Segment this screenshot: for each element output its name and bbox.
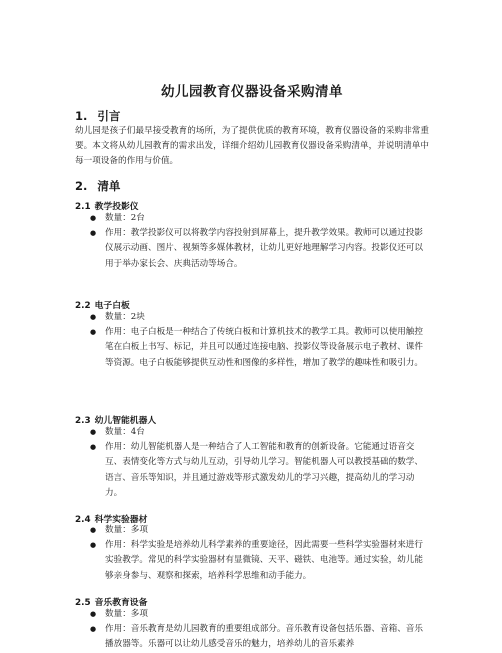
bullet-icon: ● — [90, 229, 97, 238]
item-purpose: 作用：科学实验是培养幼儿科学素养的重要途径，因此需要一些科学实验器材来进行实验教学。常见的科学实验器材有显微镜、天平、磁铁、电池等。通过实验，幼儿能够亲身参与、观察和探索，培养科学思维和动手能力。 — [105, 540, 423, 581]
bullet-icon: ● — [90, 541, 97, 550]
list-item — [75, 622, 429, 652]
bullet-icon: ● — [90, 214, 97, 222]
intro-paragraph: 幼儿园是孩子们最早接受教育的场所，为了提供优质的教育环境，教育仪器设备的采购非常重要。本文将从幼儿园教育的需求出发，详细介绍幼儿园教育仪器设备采购清单，并说明清单中每一项设备的作用与价值。 — [75, 126, 429, 167]
item-number: 2.5 — [75, 598, 91, 608]
bullet-icon: ● — [90, 443, 97, 452]
item-purpose: 作用：幼儿智能机器人是一种结合了人工智能和教育的创新设备。它能通过语音交互、表情变化等方式与幼儿互动，引导幼儿学习。智能机器人可以教授基础的数学、语言、音乐等知识，并且通过游戏等形式激发幼儿的学习兴趣，提高幼儿的学习动力。 — [105, 442, 423, 498]
item-details-robot — [75, 425, 429, 501]
list-item — [75, 310, 429, 325]
item-purpose: 作用：音乐教育是幼儿园教育的重要组成部分。音乐教育设备包括乐器、音箱、音乐播放器等。乐器可以让幼儿感受音乐的魅力，培养幼儿的音乐素养 — [105, 624, 423, 650]
item-quantity: 数量：4台 — [105, 427, 145, 437]
section-number: 2. — [75, 179, 88, 193]
bullet-icon: ● — [90, 428, 97, 436]
item-name: 教学投影仪 — [94, 202, 139, 212]
list-item — [75, 425, 429, 440]
item-purpose: 作用：电子白板是一种结合了传统白板和计算机技术的教学工具。教师可以使用触控笔在白板上书写、标记，并且可以通过连接电脑、投影仪等设备展示电子教材、课件等资源。电子白板能够提供互动性和图像的多样性，增加了教学的趣味性和吸引力。 — [105, 327, 423, 368]
section-heading-intro — [75, 108, 120, 124]
item-number: 2.3 — [75, 416, 91, 426]
bullet-icon: ● — [90, 625, 97, 634]
section-title: 清单 — [97, 179, 121, 193]
document-title: 幼儿园教育仪器设备采购清单 — [161, 84, 343, 100]
list-item — [75, 325, 429, 371]
item-number: 2.1 — [75, 202, 91, 212]
item-name: 幼儿智能机器人 — [94, 416, 157, 426]
section-title: 引言 — [97, 109, 121, 123]
list-item — [75, 226, 429, 272]
item-name: 音乐教育设备 — [94, 598, 148, 608]
section-number: 1. — [75, 109, 88, 123]
section-heading-list — [75, 178, 120, 194]
list-item — [75, 211, 429, 226]
item-purpose: 作用：教学投影仪可以将教学内容投射到屏幕上，提升教学效果。教师可以通过投影仪展示动画、图片、视频等多媒体教材，让幼儿更好地理解学习内容。投影仪还可以用于举办家长会、庆典活动等场合。 — [105, 228, 423, 269]
item-details-projector — [75, 211, 429, 272]
item-quantity: 数量：2块 — [105, 312, 145, 322]
item-quantity: 数量：多项 — [105, 525, 148, 535]
item-number: 2.4 — [75, 515, 91, 525]
list-item — [75, 538, 429, 584]
list-item — [75, 607, 429, 622]
bullet-icon: ● — [90, 610, 97, 618]
item-details-whiteboard — [75, 310, 429, 371]
bullet-icon: ● — [90, 313, 97, 321]
item-quantity: 数量：多项 — [105, 609, 148, 619]
item-name: 科学实验器材 — [94, 515, 148, 525]
item-number: 2.2 — [75, 301, 91, 311]
list-item — [75, 523, 429, 538]
item-quantity: 数量：2台 — [105, 213, 145, 223]
item-name: 电子白板 — [94, 301, 130, 311]
bullet-icon: ● — [90, 328, 97, 337]
bullet-icon: ● — [90, 526, 97, 534]
list-item — [75, 440, 429, 501]
item-details-science-kit — [75, 523, 429, 584]
item-details-music — [75, 607, 429, 653]
